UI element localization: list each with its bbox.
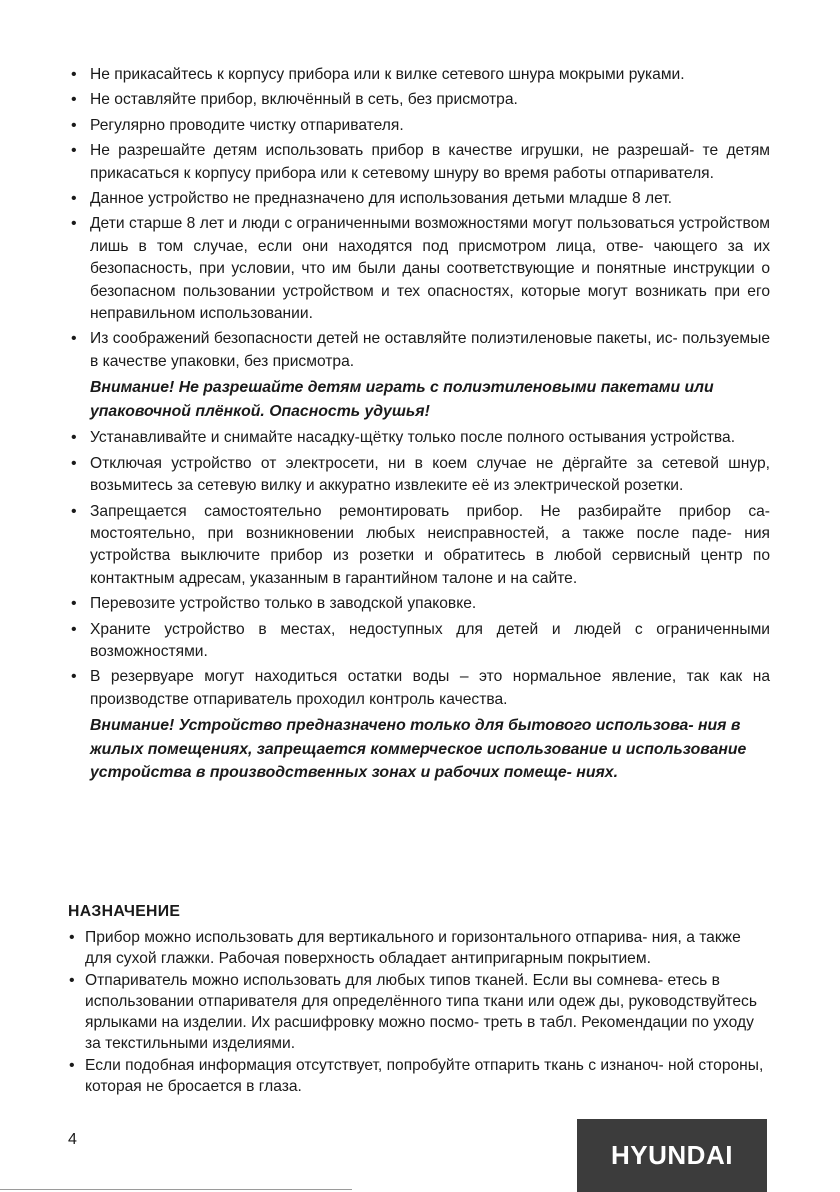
- list-item: • Перевозите устройство только в заводской упаковке.: [68, 593, 770, 615]
- bottom-edge-divider: [0, 1189, 352, 1190]
- list-item: • Отпариватель можно использовать для любых типов тканей. Если вы сомнева- етесь в использовании отпаривателя для определённого типа ткани или одеж ды, руководствуйтесь ярлыками на изделии. Их расшифровку можно посмо- треть в табл. Рекомендации по уходу за текстильными изделиями.: [68, 970, 770, 1055]
- warning-note-household: Внимание! Устройство предназначено только для бытового использова- ния в жилых помещениях, запрещается коммерческое использование и использование устройства в производственных зонах и рабочих помеще- ниях.: [90, 717, 747, 782]
- list-item: • Не оставляйте прибор, включённый в сеть, без присмотра.: [68, 89, 770, 111]
- list-item: • Не прикасайтесь к корпусу прибора или к вилке сетевого шнура мокрыми руками.: [68, 64, 770, 86]
- brand-logo: [577, 1119, 767, 1192]
- list-item: • Регулярно проводите чистку отпаривателя.: [68, 115, 770, 137]
- list-item: • Не разрешайте детям использовать прибор в качестве игрушки, не разрешай- те детям прикасаться к корпусу прибора или к сетевому шнуру во время работы отпаривателя.: [68, 140, 770, 185]
- list-item: • Из соображений безопасности детей не оставляйте полиэтиленовые пакеты, ис- пользуемые в качестве упаковки, без присмотра.: [68, 328, 770, 373]
- list-item: • Запрещается самостоятельно ремонтировать прибор. Не разбирайте прибор са- мостоятельно, при возникновении любых неисправностей, а также после паде- ния устройства выключите прибор из розетки и обратитесь в любой сервисный центр по контактным адресам, указанным в гарантийном талоне и на сайте.: [68, 501, 770, 591]
- list-item: • Если подобная информация отсутствует, попробуйте отпарить ткань с изнаноч- ной стороны, которая не бросается в глаза.: [68, 1055, 770, 1098]
- section-heading: НАЗНАЧЕНИЕ: [68, 903, 181, 920]
- list-item: • Устанавливайте и снимайте насадку-щётку только после полного остывания устройства.: [68, 427, 770, 449]
- safety-list-top: [68, 64, 770, 373]
- brand-logo-text: HYUNDAI: [611, 1140, 733, 1170]
- list-item: • Дети старше 8 лет и люди с ограниченными возможностями могут пользоваться устройством лишь в том случае, если они находятся под присмотром лица, отве- чающего за их безопасность, при условии, что им были даны соответствующие и понятные инструкции о безопасном пользовании устройством и тех опасностях, которые могут возникать при его неправильном использовании.: [68, 213, 770, 325]
- page-number: 4: [68, 1131, 77, 1148]
- safety-section: [68, 64, 770, 789]
- list-item: • Храните устройство в местах, недоступных для детей и людей с ограниченными возможностями.: [68, 619, 770, 664]
- list-item: • Отключая устройство от электросети, ни в коем случае не дёргайте за сетевой шнур, возьмитесь за сетевую вилку и аккуратно извлеките её из электрической розетки.: [68, 453, 770, 498]
- warning-note: Внимание! Не разрешайте детям играть с полиэтиленовыми пакетами или упаковочной плёнкой. Опасность удушья!: [90, 379, 714, 420]
- safety-list-middle: [68, 427, 770, 711]
- list-item: • Прибор можно использовать для вертикального и горизонтального отпарива- ния, а также для сухой глажки. Рабочая поверхность обладает антипригарным покрытием.: [68, 927, 770, 970]
- purpose-list: [68, 927, 770, 1097]
- list-item: • В резервуаре могут находиться остатки воды – это нормальное явление, так как на производстве отпариватель проходил контроль качества.: [68, 666, 770, 711]
- list-item: • Данное устройство не предназначено для использования детьми младше 8 лет.: [68, 188, 770, 210]
